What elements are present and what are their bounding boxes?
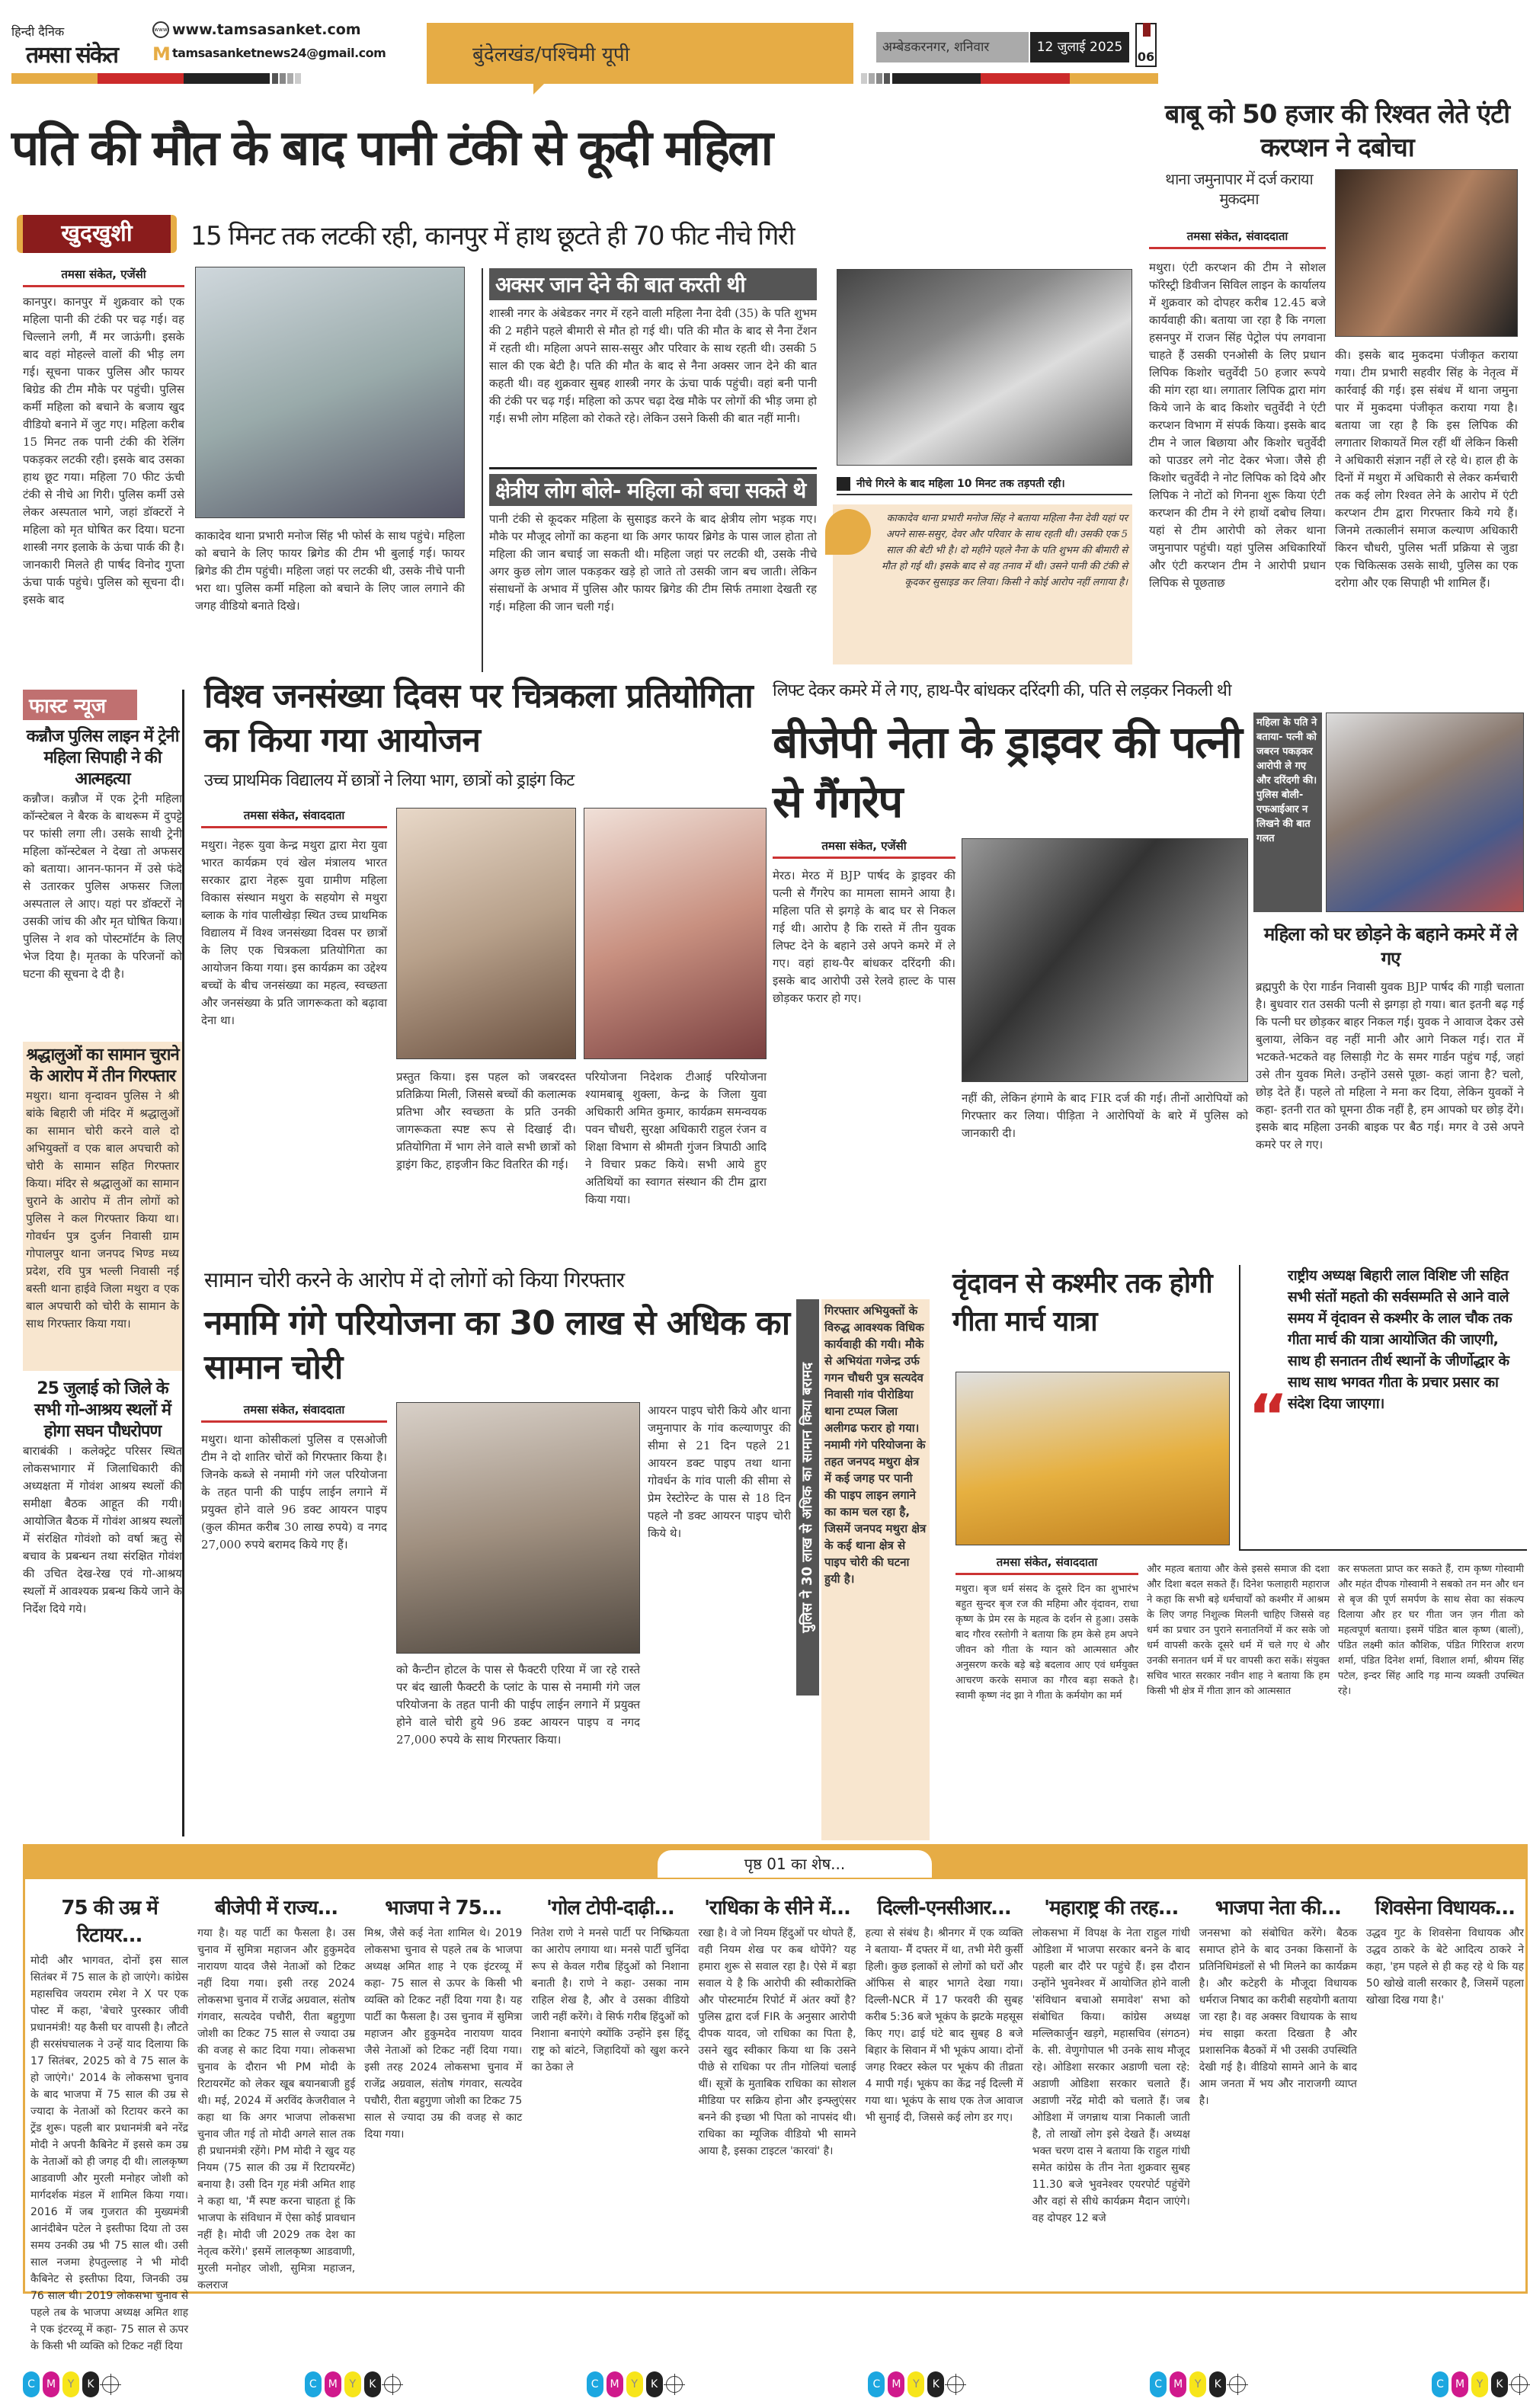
page-number: 06 [1135, 23, 1157, 67]
cmyk-swatch-y: Y [1189, 2371, 1206, 2397]
drawing-subhead: उच्च प्राथमिक विद्यालय में छात्रों ने लिया भाग, छात्रों को ड्राइंग किट [204, 771, 575, 790]
drawing-body-2: प्रस्तुत किया। इस पहल को जबरदस्त प्रतिक्रिया मिली, जिससे बच्चों की कलात्मक प्रतिभा और स्वच्छता के प्रति उनकी जागरूकता स्पष्ट रूप से दिखाई दी। प्रतियोगिता में भाग लेने वाले सभी छात्रों को ड्राइंग किट, हाइजीन किट वितरित की गई। [396, 1070, 576, 1171]
gangrape-sub-title: महिला को घर छोड़ने के बहाने कमरे में ले गए [1263, 924, 1518, 969]
cmyk-strip [868, 2371, 964, 2397]
cmyk-swatch-y: Y [344, 2371, 361, 2397]
bribe-byline: तमसा संकेत, संवाददाता [1149, 229, 1326, 249]
cmyk-swatch-k: K [646, 2371, 663, 2397]
registration-mark-icon [384, 2376, 401, 2393]
cmyk-swatch-y: Y [1471, 2371, 1488, 2397]
lead-headline: पति की मौत के बाद पानी टंकी से कूदी महिला [11, 120, 772, 177]
theft-byline-wrap: तमसा संकेत, संवाददाता [201, 1402, 387, 1429]
cmyk-strip [23, 2371, 119, 2397]
fast-news-1-body: कन्नौज। कन्नौज में एक ट्रेनी महिला कॉन्स्टेबल ने बैरक के बाथरूम में दुपट्टे पर फांसी लगा ली। उसके साथी ट्रेनी महिला कॉन्स्टेबल ने देखा तो अफसर को बताया। आनन-फानन में उसे फंदे से उतारकर पुलिस अफसर जिला अस्पताल ले आए। यहां पर डॉक्टरों ने उसकी जांच की और मृत घोषित किया। पुलिस ने शव को पोस्टमॉर्टम के लिए भेज दिया है। मृतका के परिजनों को घटना की सूचना दे दी है। [23, 792, 182, 981]
students-photo-2 [584, 808, 767, 1059]
lead-subhead: 15 मिनट तक लटकी रही, कानपुर में हाथ छूटते ही 70 फीट नीचे गिरी [190, 221, 795, 251]
gita-quote: “ राष्ट्रीय अध्यक्ष बिहारी लाल विशिष्ट जी सहित सभी संतों महतो की सर्वसम्मति से आने वाले समय में वृंदावन से कश्मीर के लाल चौक तक गीता मार्च की यात्रा आयोजित की जाएगी, साथ ही सनातन तीर्थ स्थानों के जीर्णोद्धार के साथ साथ भगवत गीता के प्रचार प्रसार का संदेश दिया जाएगा। [1239, 1265, 1527, 1551]
color-rule-left [11, 73, 301, 84]
tank-photo [195, 267, 465, 518]
registration-mark-icon [1511, 2376, 1528, 2393]
cmyk-swatch-k: K [1491, 2371, 1508, 2397]
globe-icon: www [152, 21, 169, 38]
continued-col: 75 की उम्र में रिटायर... मोदी और भागवत, दोनों इस साल सितंबर में 75 साल के हो जाएंगे। कांग्रेस महासचिव जयराम रमेश ने X पर एक पोस्ट में कहा, 'बेचारे पुरस्कार जीवी प्रधानमंत्री! यह कैसी घर वापसी है। लौटते ही सरसंघचालक ने उन्हें याद दिलाया कि 17 सितंबर, 2025 को वे 75 साल के हो जाएंगे।' 2014 के लोकसभा चुनाव के बाद भाजपा में 75 साल की उम्र से ज्यादा के नेताओं को रिटायर करने का ट्रेंड शुरू। पहली बार प्रधानमंत्री बने नरेंद्र मोदी ने अपनी कैबिनेट में इससे कम उम्र के नेताओं को ही जगह दी थी। लालकृष्ण आडवाणी और मुरली मनोहर जोशी को मार्गदर्शक मंडल में शामिल किया गया। 2016 में जब गुजरात की मुख्यमंत्री आनंदीबेन पटेल ने इस्तीफा दिया तो उस समय उनकी उम्र भी 75 साल थी। उसी साल नजमा हेपतुल्लाह ने भी मोदी कैबिनेट से इस्तीफा दिया, जिनकी उम्र 76 साल थी। 2019 लोकसभा चुनाव से पहले तब के भाजपा अध्यक्ष अमित शाह ने एक इंटरव्यू में कहा- 75 साल से ऊपर के किसी भी व्यक्ति को टिकट नहीं दिया [30, 1897, 189, 2352]
bribe-body-2: की। इसके बाद मुकदमा पंजीकृत कराया गया। टीम प्रभारी सहवीर सिंह के नेतृत्व में कार्रवाई की गई। इस संबंध में थाना जमुना पार में मुकदमा पंजीकृत कराया गया है। बताया जा रहा है कि इस लिपिक की लगातार शिकायतें मिल रहीं थीं लेकिन किसी ने अधिकारी संज्ञान नहीं ले रहे थे। हाल ही के दिनों में मथुरा में अधिकारी से लेकर कर्मचारी तक कई लोग रिश्वत लेने के आरोप में एंटी करप्शन टीम द्वारा गिरफ्तार किये गये हैं। जिनमे तत्कालीनं समाज कल्याण अधिकारी किरन चौधरी, पुलिस भर्ती प्रक्रिया से जुडा एक चिकित्सक उसके साथी, पुलिस का एक दरोगा और एक सिपाही भी शामिल हैं। [1335, 348, 1518, 590]
fast-news-2 [23, 1042, 182, 1371]
theft-vertical-banner: पुलिस ने 30 लाख से अधिक का सामान किया बरामद [796, 1299, 819, 1696]
crowd-photo [1326, 712, 1524, 912]
fast-news-1-title: कन्नौज पुलिस लाइन में ट्रेनी महिला सिपाही ने की आत्महत्या [26, 727, 179, 789]
color-rule-right [861, 73, 1158, 84]
bribe-body: मथुरा। एंटी करप्शन की टीम ने सोशल फॉरेस्ट्री डिवीजन सिविल लाइन के कार्यालय में शुक्रवार को दोपहर करीब 12.45 बजे कार्यवाही की। बताया जा रहा है कि नगला हसनपुर में राजन सिंह पेट्रोल पंप लगवाना चाहते हैं उसकी एनओसी के लिए प्रधान लिपिक किशोर चतुर्वेदी 50 हजार रूपये की मांग रहा था। लगातार लिपिक द्वारा मांग किये जाने के बाद किशोर चतुर्वेदी ने एंटी करप्शन विभाग में संपर्क किया। इसके बाद टीम ने जाल बिछाया और किशोर चतुर्वेदी को पाउडर लगे नोट देकर भेजा। जैसे ही किशोर चतुर्वेदी ने नोट लिपिक को दिये और लिपिक ने नोटों को गिनना शुरू किया एंटी करप्शन की टीम ने रंगे हाथों दबोच लिया। यहां से टीम आरोपी को लेकर थाना जमुनापार पहुंची। यहां पुलिस अधिकारियों और एंटी करप्शन टीम ने आरोपी प्रधान लिपिक से पूछताछ [1149, 261, 1326, 590]
victim-photo [837, 269, 1132, 466]
drawing-body-3: परियोजना निदेशक टीआई परियोजना श्यामबाबू शुक्ला, केन्द्र के जिला युवा अधिकारी अमित कुमार, कार्यक्रम समन्वयक पवन चौधरी, सुरक्षा अधिकारी राहुल रंजन व शिक्षा विभाग से श्रीमती गुंजन त्रिपाठी आदि ने विचार प्रकट किये। सभी आये हुए अतिथियों का स्वागत संस्थान की टीम द्वारा किया गया। [585, 1070, 767, 1206]
cmyk-swatch-c: C [1432, 2371, 1448, 2397]
continued-col: दिल्ली-एनसीआर... हत्या से संबंध है। श्रीनगर में एक व्यक्ति ने बताया- मैं दफ्तर में था, तभी मेरी कुर्सी हिली। कुछ इलाकों से लोगों को घरों और ऑफिस से बाहर भागते देखा गया। दिल्ली-NCR में 17 फरवरी की सुबह करीब 5:36 बजे भूकंप के झटके महसूस किए गए। ढाई घंटे बाद सुबह 8 बजे बिहार के सिवान में भी भूकंप आया। दोनों जगह रिक्टर स्केल पर भूकंप की तीव्रता 4 मापी गई। भूकंप का केंद्र नई दिल्ली में गया था। भूकंप के साथ एक तेज आवाज भी सुनाई दी, जिससे कई लोग डर गए। [865, 1897, 1023, 2124]
victim-family-photo [962, 838, 1248, 1082]
place-day: अम्बेडकरनगर, शनिवार [876, 32, 1029, 62]
cmyk-swatch-c: C [1150, 2371, 1167, 2397]
gita-body-3: कर सफलता प्राप्त कर सकते हैं, राम कृष्ण गोस्वामी और महंत दीपक गोस्वामी ने सबको तन मन और धन से बृज की पूर्ण समर्पण के साथ सेवा का संकल्प दिलाया और हर घर गीता जन ज़न गीता को महत्वपूर्ण बताया। इसमें पंडित बाल कृष्ण (बालों), पंडित लक्ष्मी कांत कौशिक, पंडित गिरिराज शरण शर्मा, पंडित दिनेश शर्मा, विशाल शर्मा, श्रीयम सिंह पटेल, इन्दर सिंह आदि गड़ मान्य व्यक्ती उपस्थित रहे। [1338, 1564, 1524, 1697]
fast-news-2-body: मथुरा। थाना वृन्दावन पुलिस ने श्री बांके बिहारी जी मंदिर में श्रद्धालुओं का सामान चोरी करने वाले दो अभियुक्तों व एक बाल अपचारी को चोरी के सामान सहित गिरफ्तार किया। मंदिर से श्रद्धालुओं का सामान चुराने के आरोप में तीन लोगों को पुलिस ने कल गिरफ्तार किया था। गोवर्धन पुत्र दुर्जन निवासी ग्राम गोपालपुर थाना जनपद भिण्ड मध्य प्रदेश, रवि पुत्र भल्ली निवासी नई बस्ती थाना हाईवे जिला मथुरा व एक बाल अपचारी को चोरी के सामान के साथ गिरफ्तार किया गया। [26, 1089, 179, 1330]
continued-col: शिवसेना विधायक... उद्धव गुट के शिवसेना विधायक और उद्धव ठाकरे के बेटे आदित्य ठाकरे ने कहा, 'हम पहले से ही कह रहे थे कि यह 50 खोखे वाली सरकार है, जिसमें पहला खोखा दिख गया है।' [1365, 1897, 1524, 2006]
masthead [0, 0, 1530, 91]
cmyk-swatch-y: Y [62, 2371, 79, 2397]
box2-body: पानी टंकी से कूदकर महिला के सुसाइड करने के बाद क्षेत्रीय लोग भड़क गए। मौके पर मौजूद लोगों का कहना था कि अगर फायर ब्रिगेड के पास जाल होता तो महिला की जान बचाई जा सकती थी। महिला जहां पर लटकी थी, उसके नीचे अगर कुछ लोग जाल पकड़कर खड़े हो जाते तो उसकी जान बच जाती। लेकिन संसाधनों के अभाव में पुलिस और फायर ब्रिगेड की टीम सिर्फ तमाशा देखती रह गई। महिला की जान चली गई। [489, 512, 817, 613]
gangrape-body: मेरठ। मेरठ में BJP पार्षद के ड्राइवर की पत्नी से गैंगरेप का मामला सामने आया है। महिला पति से झगड़े के बाद घर से निकल गई थी। आरोप है कि रास्ते में तीन युवक लिफ्ट देने के बहाने उसे अपने कमरे में ले गए। वहां हाथ-पैर बांधकर दरिंदगी की। इसके बाद आरोपी उसे रेलवे हाल्ट के पास छोड़कर फरार हो गए। [773, 869, 955, 1005]
fast-news-2-title: श्रद्धालुओं का सामान चुराने के आरोप में तीन गिरफ्तार [26, 1045, 179, 1086]
caption-marker-icon [837, 477, 850, 491]
cmyk-swatch-m: M [607, 2371, 623, 2397]
paper-tag: हिन्दी दैनिक [11, 24, 65, 39]
cmyk-swatch-c: C [23, 2371, 40, 2397]
continued-col: 'महाराष्ट्र की तरह... लोकसभा में विपक्ष के नेता राहुल गांधी ओडिशा में भाजपा सरकार बनने के बाद पहली बार दौरे पर पहुंचे हैं। इस दौरान उन्होंने भुवनेश्वर में आयोजित होने वाली 'संविधान बचाओ समावेश' सभा को संबोधित किया। कांग्रेस अध्यक्ष मल्लिकार्जुन खड़गे, महासचिव (संगठन) के. सी. वेणुगोपाल भी उनके साथ मौजूद रहे। ओडिशा सरकार अडाणी चला रहे: अडाणी ओडिशा सरकार चलाते हैं। अडाणी नरेंद्र मोदी को चलाते हैं। जब ओडिशा में जगन्नाथ यात्रा निकाली जाती है, तो लाखों लोग इसे देखते हैं। अध्यक्ष भक्त चरण दास ने बताया कि राहुल गांधी समेत कांग्रेस के तीन नेता शुक्रवार सुबह 11.30 बजे भुवनेश्वर एयरपोर्ट पहुंचेंगे और वहां से सीधे कार्यक्रम मैदान जाएंगे। वह दोपहर 12 बजे [1032, 1897, 1190, 2224]
email-link[interactable]: tamsasanketnews24@gmail.com [172, 46, 386, 60]
arrest-photo [396, 1402, 640, 1654]
theft-kicker: सामान चोरी करने के आरोप में दो लोगों को किया गिरफ्तार [204, 1267, 625, 1292]
gita-byline-wrap: तमसा संकेत, संवाददाता [955, 1555, 1138, 1581]
drawing-headline: विश्व जनसंख्या दिवस पर चित्रकला प्रतियोगिता का किया गया आयोजन [204, 677, 753, 760]
fast-news-label: फास्ट न्यूज [23, 690, 137, 720]
website-link[interactable]: www.tamsasanket.com [172, 21, 361, 38]
lead-boxes [482, 268, 817, 672]
section-banner [427, 23, 853, 84]
registration-mark-icon [947, 2376, 964, 2393]
gangrape-sub-body: ब्रह्मपुरी के ऐरा गार्डन निवासी युवक BJP पार्षद की गाड़ी चलाता है। बुधवार रात उसकी पत्नी से झगड़ा हो गया। बात इतनी बढ़ गई कि पत्नी घर छोड़कर बाहर निकल गई। युवक ने आवाज देकर उसे बुलाया, लेकिन वह नहीं मानी और आगे निकल गई। रात में भटकते-भटकते वह लिसाड़ी गेट के समर गार्डन पहुंच गई, जहां उसे तीन युवक मिले। उन्होंने उससे पूछा- कहां जाना है? चलो, छोड़ देते हैं। पहले तो महिला ने मना कर दिया, लेकिन युवकों ने कहा- इतनी रात को घूमना ठीक नहीं है, हम आपको घर छोड़ देंगे। इसके बाद महिला उनकी बाइक पर बैठ गई। मगर वे उसे अपने कमरे पर ले गए। [1256, 980, 1524, 1151]
cmyk-swatch-c: C [587, 2371, 603, 2397]
drawing-body: मथुरा। नेहरू युवा केन्द्र मथुरा द्वारा मेरा युवा भारत कार्यक्रम एवं खेल मंत्रालय भारत सरकार द्वारा नेहरू युवा ग्रामीण महिला विकास संस्थान मथुरा के सहयोग से मथुरा ब्लाक के गांव पालीखेड़ा स्थित उच्च प्राथमिक विद्यालय में विश्व जनसंख्या दिवस पर छात्रों के लिए एक चित्रकला प्रतियोगिता का आयोजन किया गया। इस कार्यक्रम का उद्देश्य बच्चों के बीच जनसंख्या का महत्व, स्वच्छता और जनसंख्या के प्रति जागरूकता को बढ़ावा देना था। [201, 838, 387, 1027]
bribe-story [1149, 229, 1326, 255]
continued-col: 'गोल टोपी-दाढ़ी... नितेश राणे ने मनसे पार्टी पर निष्क्रियता का आरोप लगाया था। मनसे पार्टी चुनिंदा रूप से केवल गरीब हिंदुओं को निशाना बनाती है। राणे ने कहा- उसका नाम राहिल शेख है, और वे उसका वीडियो जारी नहीं करेंगे। वे सिर्फ गरीब हिंदुओं को निशाना बनाएंगे क्योंकि उन्होंने इस हिंदू राष्ट्र को बांटने, जिहादियों को खुश करने का ठेका ले [531, 1897, 690, 2073]
gangrape-byline-wrap: तमसा संकेत, एजेंसी [773, 838, 955, 865]
quote-box: काकादेव थाना प्रभारी मनोज सिंह ने बताया महिला नैना देवी यहां पर अपने सास-ससुर, देवर और परिवार के साथ रहती थी। उसकी एक 5 साल की बेटी भी है। दो महीने पहले नैना के पति शुभम की बीमारी से मौत हो गई थी। इसके बाद से वह तनाव में थी। उसने पानी की टंकी से कूदकर सुसाइड कर लिया। किसी ने कोई आरोप नहीं लगाया है। [833, 504, 1132, 664]
money-photo [1335, 169, 1518, 337]
bribe-subhead: थाना जमुनापार में दर्ज कराया मुकदमा [1151, 169, 1327, 209]
quote-mark-icon: “ [1248, 1382, 1288, 1452]
gangrape-kicker: लिफ्ट देकर कमरे में ले गए, हाथ-पैर बांधकर दरिंदगी की, पति से लड़कर निकली थी [773, 681, 1231, 700]
fast-news-3-title: 25 जुलाई को जिले के सभी गो-आश्रय स्थलों में होगा सघन पौधरोपण [34, 1379, 171, 1441]
photo-caption: नीचे गिरने के बाद महिला 10 मिनट तक तड़पती रही। [837, 476, 1132, 495]
gangrape-body-2: नहीं की, लेकिन हंगामे के बाद FIR दर्ज की गई। तीनों आरोपियों को गिरफ्तार कर लिया। पीड़िता ने आरोपियों के बारे में पुलिस को जानकारी दी। [962, 1091, 1248, 1140]
box1-body: शास्त्री नगर के अंबेडकर नगर में रहने वाली महिला नैना देवी (35) के पति शुभम की 2 महीने पहले बीमारी से मौत हो गई थी। पति की मौत के बाद से नैना टेंशन में रहती थी। महिला अपने सास-ससुर और परिवार के साथ रहती थी। उसकी 5 साल की एक बेटी है। पति की मौत के बाद से नैना अक्सर जान देने की बात कहती थी। वह शुक्रवार सुबह शास्त्री नगर के ऊंचा पार्क पहुंची। वहां बनी पानी की टंकी पर चढ़ गई। महिला को ऊपर चढ़ा देख मौके पर लोगों की भीड़ जमा हो गई। सभी लोग महिला को रोकते रहे। लेकिन उसने किसी की बात नहीं मानी। [489, 306, 817, 425]
print-marks [23, 2371, 1528, 2397]
cmyk-swatch-m: M [1170, 2371, 1186, 2397]
bookmark-icon [1143, 23, 1151, 37]
cmyk-strip [587, 2371, 683, 2397]
cmyk-swatch-k: K [364, 2371, 381, 2397]
fast-news-column [23, 690, 184, 1836]
drawing-byline-wrap: तमसा संकेत, संवाददाता [201, 808, 387, 834]
continued-grid [30, 1888, 1524, 2352]
theft-sidebox: गिरफ्तार अभियुक्तों के विरुद्ध आवश्यक विधिक कार्यवाही की गयी। मौके से अभियंता गजेन्द्र उर्फ गगन चौधरी पुत्र सत्यदेव निवासी गांव पीरोडिया थाना टप्पल जिला अलीगढ फरार हो गया। नमामी गंगे परियोजना के तहत जनपद मथुरा क्षेत्र में कई जगह पर पानी की पाइप लाइन लगाने का काम चल रहा है, जिसमें जनपद मथुरा क्षेत्र के कई थाना क्षेत्र से पाइप चोरी की घटना हुयी है। [821, 1299, 930, 1840]
lead-body: कानपुर। कानपुर में शुक्रवार को एक महिला पानी की टंकी पर चढ़ गई। वह चिल्लाने लगी, मैं मर जाऊंगी। इसके बाद वहां मोहल्ले वालों की भीड़ लग गई। सूचना पाकर पुलिस और फायर बिग्रेड की टीम मौके पर पहुंची। पुलिस कर्मी महिला को बचाने के बजाय खुद वीडियो बनाने में जुट गए। महिला करीब 15 मिनट तक पानी टंकी की रेलिंग पकड़कर लटकी रही। इसके बाद उसका हाथ छूट गया। महिला 70 फीट ऊंची टंकी से नीचे आ गिरी। पुलिस कर्मी उसे लेकर अस्पताल भागे, जहां डॉक्टरों ने महिला को मृत घोषित कर दिया। घटना शास्त्री नगर इलाके के ऊंचा पार्क की है। जानकारी मिलते ही पार्षद विनोद गुप्ता ऊंचा पार्क पहुंचे। पुलिस को सूचना दी। इसके बाद [23, 295, 184, 607]
cmyk-strip [305, 2371, 401, 2397]
gita-body-2: और महत्व बताया और केसे इससे समाज की दशा और दिशा बदल सकते हैं। दिनेश फलाहारी महाराज ने कहा कि सभी बड़े धर्मचार्यों को कश्मीर में आश्रम के लिए जगह निशुल्क मिलनी चाहिए जिससे वह धर्म का प्रचार उन पुराने सनातनियों में कर सके जो धर्म वापसी करके दूसरे धर्म में चले गए थे और उनकी सनातन धर्म में घर वापसी करा सकें। संयुक्त सचिव भारत सरकार नवीन शाह ने बताया कि हम किसी भी क्षेत्र में गीता ज्ञान को आत्मसात [1147, 1564, 1330, 1697]
paper-logo: तमसा संकेत [26, 42, 117, 69]
section-label: बुंदेलखंड/पश्चिमी यूपी [472, 43, 630, 66]
box2-title: क्षेत्रीय लोग बोले- महिला को बचा सकते थे [489, 474, 817, 506]
theft-body-2: को कैन्टीन होटल के पास से फैक्टरी एरिया में जा रहे रास्ते पर बंद खाली फैक्टरी के प्लांट के पास से नमामी गंगे जल परियोजना के तहत पानी की पाईप लाईन लगाने में प्रयुक्त होने वाले चोरी हुये 96 डक्ट आयरन पाइप व नगद 27,000 रुपये के साथ गिरफ्तार किया। [396, 1663, 640, 1747]
cmyk-strip [1432, 2371, 1528, 2397]
gangrape-headline: बीजेपी नेता के ड्राइवर की पत्नी से गैंगरेप [773, 716, 1241, 828]
section-banner-tail [533, 84, 544, 94]
lead-body-2: काकादेव थाना प्रभारी मनोज सिंह भी फोर्स के साथ पहुंचे। महिला को बचाने के लिए फायर ब्रिगेड की टीम भी बुलाई गई। फायर ब्रिगेड की टीम पहुंची। महिला जहां पर लटकी थी, उसके नीचे पानी भरा था। पुलिस कर्मी महिला को बचाने के लिए जाल लगाने की जगह वीडियो बनाते दिखे। [195, 529, 465, 613]
gmail-icon: M [152, 43, 171, 65]
registration-mark-icon [102, 2376, 119, 2393]
registration-mark-icon [666, 2376, 683, 2393]
category-tag: खुदखुशी [17, 215, 177, 253]
cmyk-strip [1150, 2371, 1246, 2397]
box1-title: अक्सर जान देने की बात करती थी [489, 268, 817, 300]
lead-byline: तमसा संकेत, एजेंसी [23, 267, 184, 287]
cmyk-swatch-y: Y [907, 2371, 924, 2397]
cmyk-swatch-k: K [1209, 2371, 1226, 2397]
lead-col1 [23, 267, 184, 679]
gita-headline: वृंदावन से कश्मीर तक होगी गीता मार्च यात्रा [952, 1268, 1212, 1337]
cmyk-swatch-c: C [868, 2371, 885, 2397]
gita-body: मथुरा। बृज धर्म संसद के दूसरे दिन का शुभारंभ बहुत सुन्दर बृज रज की महिमा और वृंदावन, राधा कृष्ण के प्रेम रस के महत्व के दर्शन से हुआ। उसके बाद गौरव रस्तोगी ने बताया कि हम केसे हम अपने जीवन को गीता के ग्यान को आत्मसात और अनुसरण करके बड़े बड़े बदलाव आए एवं धर्मयुक्त आचरण करके समाज का गौरव बड़ा सकते है। स्वामी कृष्ण नंद झा ने गीता के कर्मयोग का मर्म [955, 1583, 1138, 1702]
bribe-headline: बाबू को 50 हजार की रिश्वत लेते एंटी करप्शन ने दबोचा [1164, 99, 1510, 163]
fast-news-3-body: बाराबंकी । कलेक्ट्रेट परिसर स्थित लोकसभागार में जिलाधिकारी की अध्यक्षता में गोवंश आश्रय स्थलों की समीक्षा बैठक आहूत की गयी। आयोजित बैठक में गोवंश आश्रय स्थलों में संरक्षित गोवंशो को वर्षा ऋतु से बचाव के प्रबन्धन तथा संरक्षित गोवंश की उचित देख-रेख एवं गो-आश्रय स्थलों में आवश्यक प्रबन्ध किये जाने के निर्देश दिये गये। [23, 1444, 182, 1615]
cmyk-swatch-y: Y [626, 2371, 643, 2397]
cmyk-swatch-k: K [82, 2371, 99, 2397]
registration-mark-icon [1229, 2376, 1246, 2393]
theft-body: मथुरा। थाना कोसीकलां पुलिस व एसओजी टीम ने दो शातिर चोरों को गिरफ्तार किया है। जिनके कब्जे से नमामी गंगे जल परियोजना के तहत पानी की पाईप लाईन लगाने में प्रयुक्त होने वाले 96 डक्ट आयरन पाइप (कुल कीमत करीब 30 लाख रुपये) व नगद 27,000 रुपये बरामद किये गए हैं। [201, 1433, 387, 1551]
continued-col: भाजपा ने 75... मिश्र, जैसे कई नेता शामिल थे। 2019 लोकसभा चुनाव से पहले तब के भाजपा अध्यक्ष अमित शाह ने एक इंटरव्यू में कहा- 75 साल से ऊपर के किसी भी व्यक्ति को टिकट नहीं दिया गया है। यह पार्टी का फैसला है। उस चुनाव में सुमित्रा महाजन और हुकुमदेव नारायण यादव जैसे नेताओं को टिकट नहीं दिया गया। इसी तरह 2024 लोकसभा चुनाव में राजेंद्र अग्रवाल, संतोष गंगवार, सत्यदेव पचौरी, रीता बहुगुणा जोशी का टिकट 75 साल से ज्यादा उम्र की वजह से काट दिया गया। [364, 1897, 523, 2141]
cmyk-swatch-c: C [305, 2371, 322, 2397]
continued-col: 'राधिका के सीने में... रखा है। वे जो नियम हिंदुओं पर थोपते हैं, वही नियम शेख पर कब थोपेंगे? यह हमारा शुरू से सवाल रहा है। ऐसे में बड़ा सवाल ये है कि आरोपी की स्वीकारोक्ति और पोस्टमार्टम रिपोर्ट में अंतर क्यों है? पुलिस द्वारा दर्ज FIR के अनुसार आरोपी दीपक यादव, जो राधिका का पिता है, उसने खुद स्वीकार किया था कि उसने पीछे से राधिका पर तीन गोलियां चलाई थीं। सूत्रों के मुताबिक राधिका का सोशल मीडिया पर सक्रिय होना और इन्फ्लुएंसर बनने की इच्छा भी पिता को नापसंद थी। राधिका का म्यूजिक वीडियो भी सामने आया है, इसका टाइटल 'कारवां' है। [698, 1897, 856, 2157]
saints-photo [955, 1372, 1230, 1545]
continued-col: बीजेपी में राज्य... गया है। यह पार्टी का फैसला है। उस चुनाव में सुमित्रा महाजन और हुकुमदेव नारायण यादव जैसे नेताओं को टिकट नहीं दिया गया। इसी तरह 2024 लोकसभा चुनाव में राजेंद्र अग्रवाल, संतोष गंगवार, सत्यदेव पचौरी, रीता बहुगुणा जोशी का टिकट 75 साल से ज्यादा उम्र की वजह से काट दिया गया। लोकसभा चुनाव के दौरान भी PM मोदी के रिटायरमेंट को लेकर खूब बयानबाजी हुई थी। मई, 2024 में अरविंद केजरीवाल ने कहा था कि अगर भाजपा लोकसभा चुनाव जीत गई तो मोदी अगले साल तक ही प्रधानमंत्री रहेंगे। PM मोदी ने खुद यह नियम (75 साल की उम्र में रिटायरमेंट) बनाया है। उसी दिन गृह मंत्री अमित शाह ने कहा था, 'मैं स्पष्ट करना चाहता हूं कि भाजपा के संविधान में ऐसा कोई प्रावधान नहीं है। मोदी जी 2029 तक देश का नेतृत्व करेंगे।' इसमें लालकृष्ण आडवाणी, मुरली मनोहर जोशी, सुमित्रा महाजन, कलराज [197, 1897, 356, 2291]
cmyk-swatch-k: K [927, 2371, 944, 2397]
students-photo-1 [396, 808, 576, 1059]
cmyk-swatch-m: M [325, 2371, 341, 2397]
theft-body-3: आयरन पाइप चोरी किये और थाना जमुनापार के गांव कल्याणपुर की सीमा से 21 दिन पहले 21 आयरन डक्ट पाइप तथा थाना गोवर्धन के गांव पाली की सीमा से प्रेम रेस्टोरेन्ट के पास से 18 दिन पहले नौ डक्ट आयरन पाइप चोरी किये थे। [648, 1404, 791, 1540]
issue-date: 12 जुलाई 2025 [1030, 32, 1129, 62]
cmyk-swatch-m: M [1452, 2371, 1468, 2397]
theft-headline: नमामि गंगे परियोजना का 30 लाख से अधिक का सामान चोरी [204, 1304, 790, 1387]
gangrape-sidebox: महिला के पति ने बताया- पत्नी को जबरन पकड़कर आरोपी ले गए और दरिंदगी की। पुलिस बोली- एफआईआर न लिखने की बात गलत [1253, 712, 1322, 912]
cmyk-swatch-m: M [43, 2371, 59, 2397]
continued-col: भाजपा नेता की... जनसभा को संबोधित करेंगे। बैठक समाप्त होने के बाद उनका किसानों के प्रतिनिधिमंडलों से भी मिलने का कार्यक्रम है। और कटेहरी के मौजूदा विधायक धर्मराज निषाद का करीबी सहयोगी बताया जा रहा है। वह अक्सर विधायक के साथ मंच साझा करता दिखता है और प्रशासनिक बैठकों में भी उसकी उपस्थिति देखी गई है। वीडियो सामने आने के बाद आम जनता में भय और नाराजगी व्याप्त है। [1199, 1897, 1357, 2107]
quote-mark-icon [825, 509, 871, 555]
cmyk-swatch-m: M [888, 2371, 904, 2397]
continued-label: पृष्ठ 01 का शेष... [658, 1850, 932, 1878]
